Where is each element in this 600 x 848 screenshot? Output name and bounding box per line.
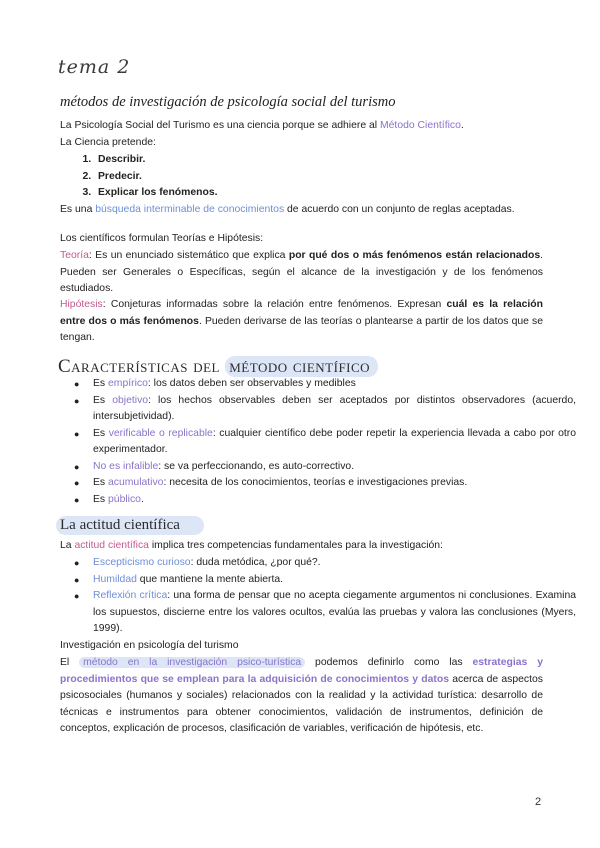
teoria-label: Teoría (60, 250, 89, 261)
intro-line-1: La Psicología Social del Turismo es una ciencia porque se adhiere al Método Científico. (60, 120, 464, 131)
estrategias-highlight: estrategias y procedimientos que se emplean para la adquisición de conocimientos y datos (60, 657, 543, 685)
list-item: ● No es infalible: se va perfeccionando, es auto-correctivo. (93, 459, 576, 476)
actitud-intro: La actitud científica implica tres competencias fundamentales para la investigación: (60, 540, 443, 551)
actitud-highlight: actitud científica (74, 540, 149, 551)
page-number: 2 (535, 796, 542, 808)
caracteristicas-list (60, 376, 576, 508)
list-item: ● Es verificable o replicable: cualquier científico debe poder repetir la experiencia llevada a cabo por otro experimentador. (93, 426, 576, 459)
list-item: 2. Predecir. (94, 169, 218, 186)
list-item: ● Reflexión crítica: una forma de pensar que no acepta ciegamente argumentos ni conclusiones. Examina los supuestos, discierne entre los valores ocultos, evalúa las pruebas y valora las conclusiones (Myers, 1999). (93, 588, 576, 638)
list-item: ● Es acumulativo: necesita de los conocimientos, teorías e investigaciones previas. (93, 475, 576, 492)
investigacion-paragraph: El método en la investigación psico-turística podemos definirlo como las estrategias y procedimientos que se emplean para la adquisición de conocimientos y datos acerca de aspectos psicosociales (humanos y sociales) relacionados con la realidad y la actividad turística: desarrollo de técnicas e instrumentos para obtener conocimientos, validación de instrumentos, definición de conceptos, explicación de procesos, clasificación de variables, verificación de hipótesis, etc. (60, 657, 543, 734)
actitud-list (60, 555, 576, 638)
topic-label: tema 2 (58, 56, 131, 78)
list-item: ● Es público. (93, 492, 576, 509)
section-heading-caracteristicas: Características del método científico (58, 356, 378, 378)
list-item: 3. Explicar los fenómenos. (94, 185, 218, 202)
page-subtitle: métodos de investigación de psicología social del turismo (60, 94, 396, 110)
metodo-investigacion-highlight: método en la investigación psico-turística (79, 657, 305, 668)
science-goals-list (60, 152, 218, 202)
busqueda-highlight: búsqueda interminable de conocimientos (95, 204, 285, 215)
investigacion-title: Investigación en psicología del turismo (60, 640, 239, 651)
intro-line-3: Es una búsqueda interminable de conocimientos de acuerdo con un conjunto de reglas aceptadas. (60, 204, 515, 215)
teorias-intro: Los científicos formulan Teorías e Hipótesis: (60, 233, 264, 244)
list-item: ● Es objetivo: los hechos observables deben ser aceptados por distintos observadores (acuerdo, intersubjetividad). (93, 393, 576, 426)
teoria-paragraph: Teoría: Es un enunciado sistemático que explica por qué dos o más fenómenos están relacionados. Pueden ser Generales o Específicas, según el alcance de la investigación y de los fenómenos estudiados. (60, 250, 543, 294)
list-item: ● Es empírico: los datos deben ser observables y medibles (93, 376, 576, 393)
list-item: 1. Describir. (94, 152, 218, 169)
hipotesis-label: Hipótesis (60, 299, 103, 310)
list-item: ● Escepticismo curioso: duda metódica, ¿por qué?. (93, 555, 576, 572)
list-item: ● Humildad que mantiene la mente abierta. (93, 572, 576, 589)
hipotesis-paragraph: Hipótesis: Conjeturas informadas sobre la relación entre fenómenos. Expresan cuál es la relación entre dos o más fenómenos. Pueden derivarse de las teorías o plantearse a partir de los datos que se tengan. (60, 299, 543, 343)
section-heading-actitud: La actitud científica (56, 516, 204, 535)
metodo-cientifico-highlight: Método Científico (380, 120, 461, 131)
intro-line-2: La Ciencia pretende: (60, 137, 156, 148)
